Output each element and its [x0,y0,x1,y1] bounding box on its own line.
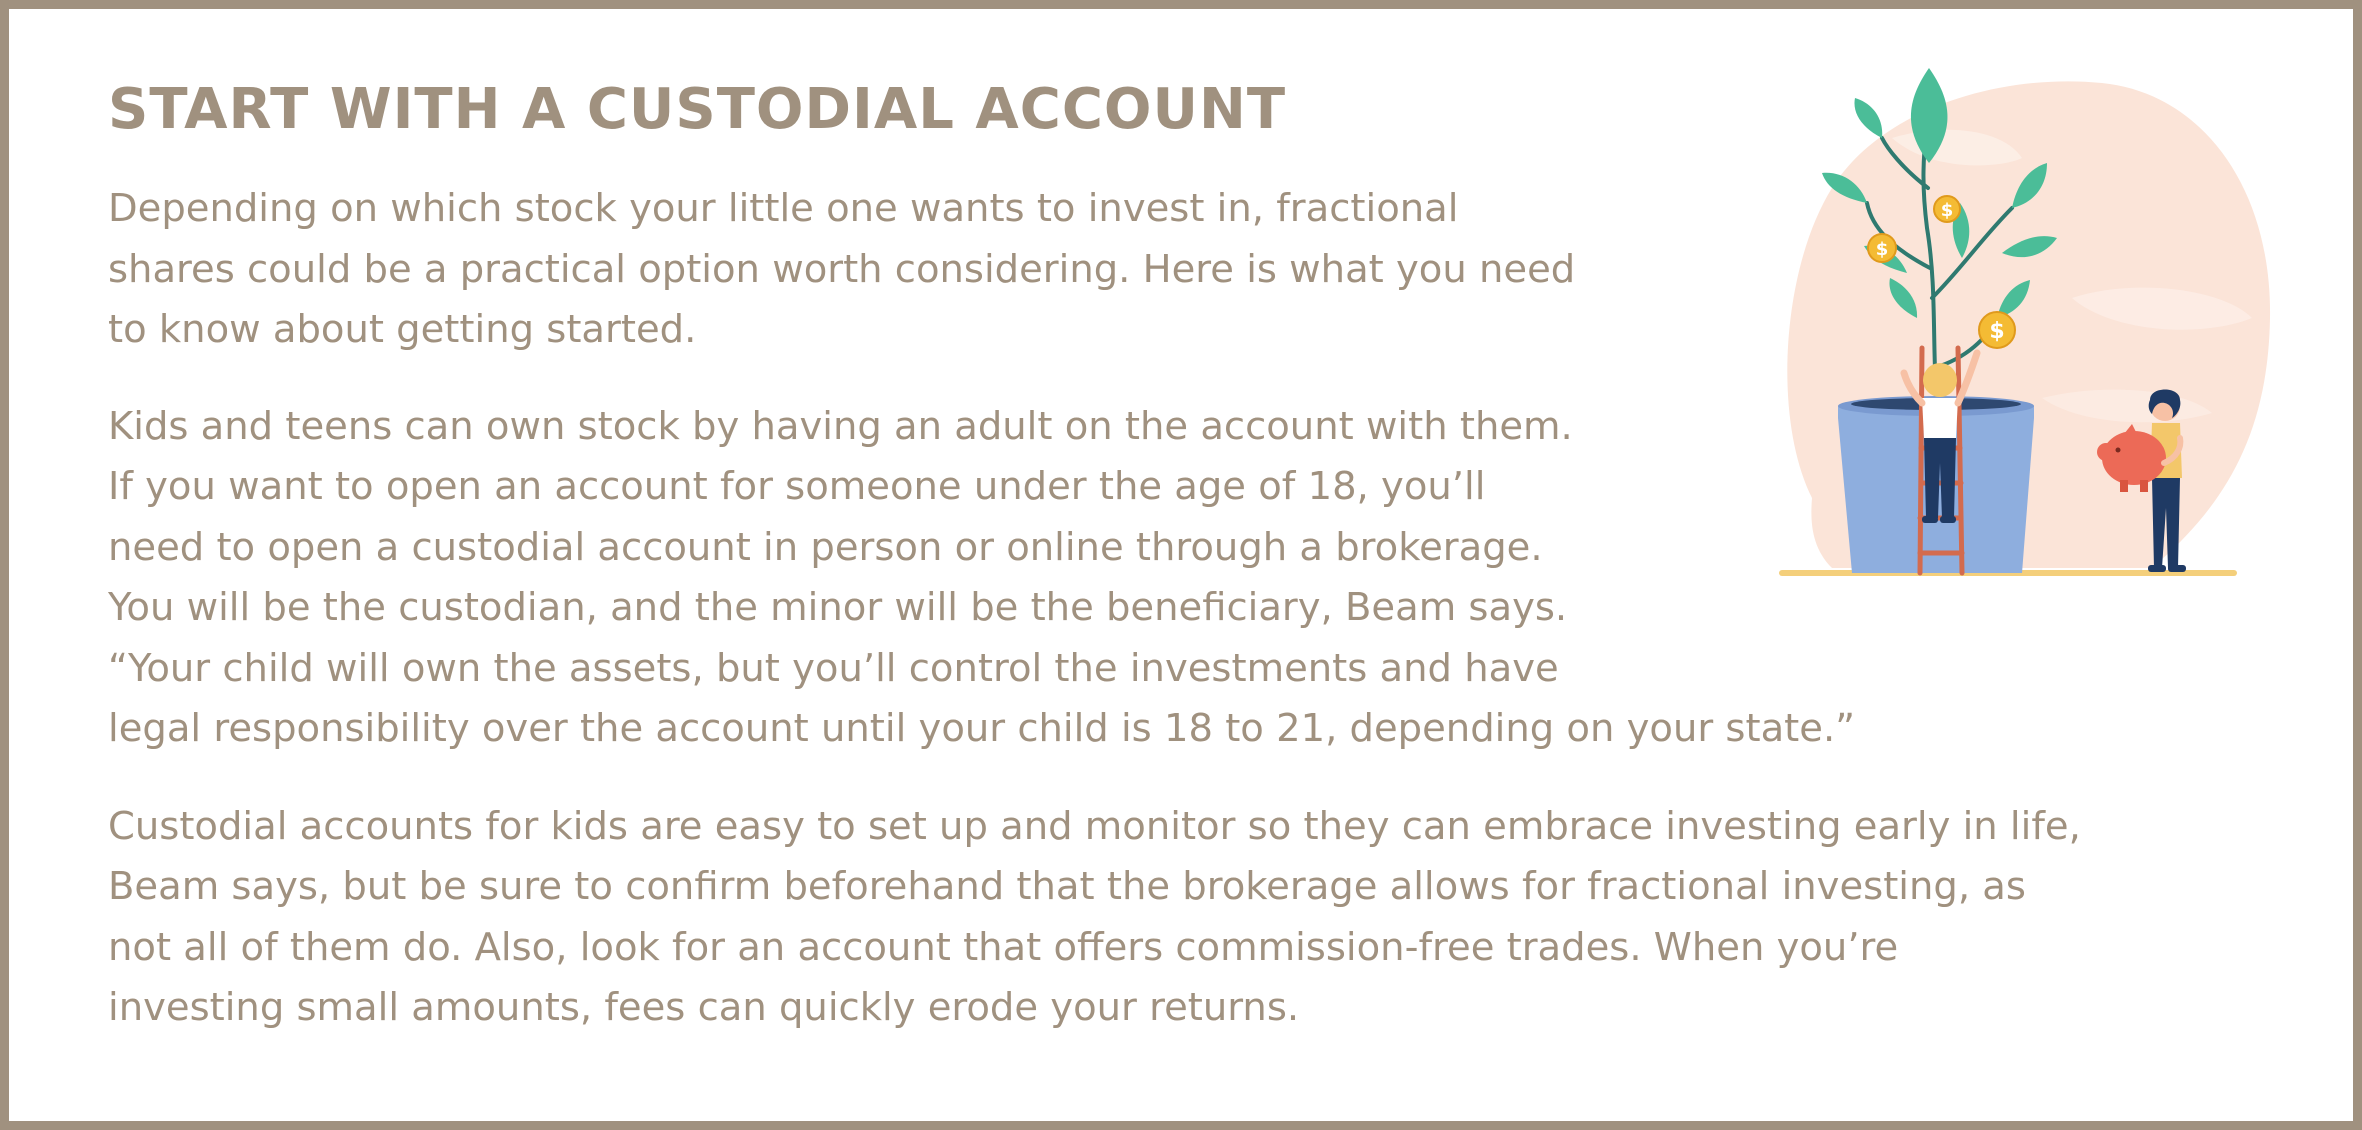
paragraph-line: Depending on which stock your little one wants to invest in, fractional [108,186,1459,231]
svg-text:$: $ [1989,319,2005,344]
paragraph-line: shares could be a practical option worth considering. Here is what you need [108,246,1576,292]
money-plant-illustration-icon [1772,68,2276,588]
paragraph-line: If you want to open an account for someone under the age of 18, you’ll [108,464,1486,509]
paragraph-easy-setup [108,797,2258,1039]
paragraph-line: not all of them do. Also, look for an account that offers commission-free trades. When you’re [108,924,1899,970]
paragraph-line: Custodial accounts for kids are easy to set up and monitor so they can embrace investing early in life, [108,803,2081,849]
paragraph-line: investing small amounts, fees can quickly erode your returns. [108,985,1300,1030]
paragraph-line: legal responsibility over the account until your child is 18 to 21, depending on your state.” [108,706,1856,751]
svg-text:$: $ [1875,239,1889,260]
paragraph-line: You will be the custodian, and the minor will be the beneficiary, Beam says. [108,585,1568,630]
paragraph-line: Kids and teens can own stock by having an adult on the account with them. [108,403,1573,449]
paragraph-line: to know about getting started. [108,307,697,352]
paragraph-line: need to open a custodial account in person or online through a brokerage. [108,524,1543,570]
paragraph-line: Beam says, but be sure to confirm beforehand that the brokerage allows for fractional investing, as [108,864,2026,909]
article-title: START WITH A CUSTODIAL ACCOUNT [108,77,1287,142]
paragraph-line: “Your child will own the assets, but you’ll control the investments and have [108,645,1559,691]
svg-text:$: $ [1940,200,1954,221]
